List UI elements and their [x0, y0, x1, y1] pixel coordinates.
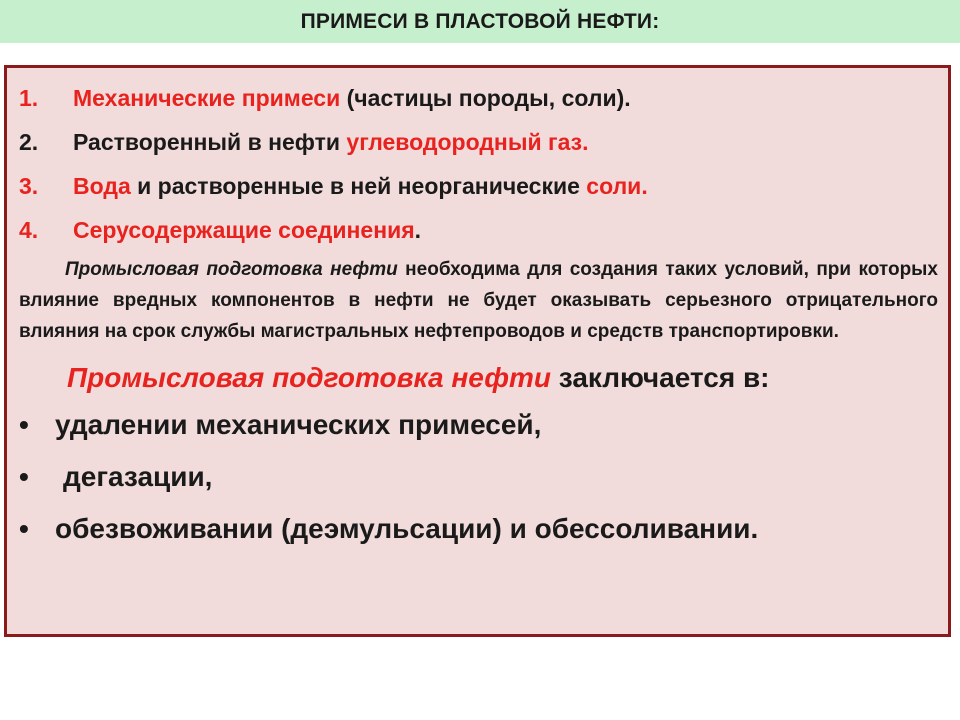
- paragraph-body: необходима для создания таких условий, при которых влияние вредных компонентов в нефти не будет оказывать серьезного отрицательного влияния на срок службы магистральных нефтепроводов и средств транспортировки.: [19, 259, 938, 342]
- list-item: [19, 164, 938, 208]
- item-number: 2.: [19, 129, 39, 155]
- item-number: 4.: [19, 217, 39, 243]
- bullet-text: удалении механических примесей,: [55, 409, 542, 440]
- paragraph-term: Промысловая подготовка нефти: [65, 259, 398, 280]
- item-text: [73, 120, 588, 164]
- item-text: [73, 164, 648, 208]
- item-text-part: углеводородный газ.: [346, 129, 589, 155]
- impurities-list: [19, 76, 938, 252]
- item-text: [73, 76, 631, 120]
- bullet-icon: •: [19, 461, 29, 492]
- item-text-part: Механические примеси: [73, 85, 341, 111]
- bullet-text: дегазации,: [63, 461, 213, 492]
- item-text-part: Вода: [73, 173, 131, 199]
- bullet-icon: •: [19, 409, 29, 440]
- list-item: [19, 503, 938, 555]
- list-item: [19, 451, 938, 503]
- item-text-part: соли.: [586, 173, 648, 199]
- list-item: [19, 399, 938, 451]
- list-item: [19, 120, 938, 164]
- explanation-paragraph: [19, 254, 938, 347]
- subheading-term: Промысловая подготовка нефти: [67, 362, 551, 393]
- item-text-part: Растворенный в нефти: [73, 129, 347, 155]
- list-item: [19, 208, 938, 252]
- title-bar: [0, 0, 960, 43]
- item-number: 1.: [19, 85, 39, 111]
- item-text-part: (частицы породы, соли).: [340, 85, 631, 111]
- item-text-part: Серусодержащие соединения: [73, 217, 415, 243]
- item-text: [73, 208, 421, 252]
- slide-title: ПРИМЕСИ В ПЛАСТОВОЙ НЕФТИ:: [300, 9, 660, 33]
- subheading: [19, 357, 938, 399]
- item-number: 3.: [19, 173, 39, 199]
- item-text-part: и растворенные в ней неорганические: [130, 173, 587, 199]
- content-box: [4, 65, 951, 637]
- subheading-rest: заключается в:: [550, 362, 770, 393]
- bullet-icon: •: [19, 513, 29, 544]
- bullet-text: обезвоживании (деэмульсации) и обессоливании.: [55, 513, 759, 544]
- list-item: [19, 76, 938, 120]
- preparation-steps-list: [19, 399, 938, 555]
- item-text-part: .: [414, 217, 422, 243]
